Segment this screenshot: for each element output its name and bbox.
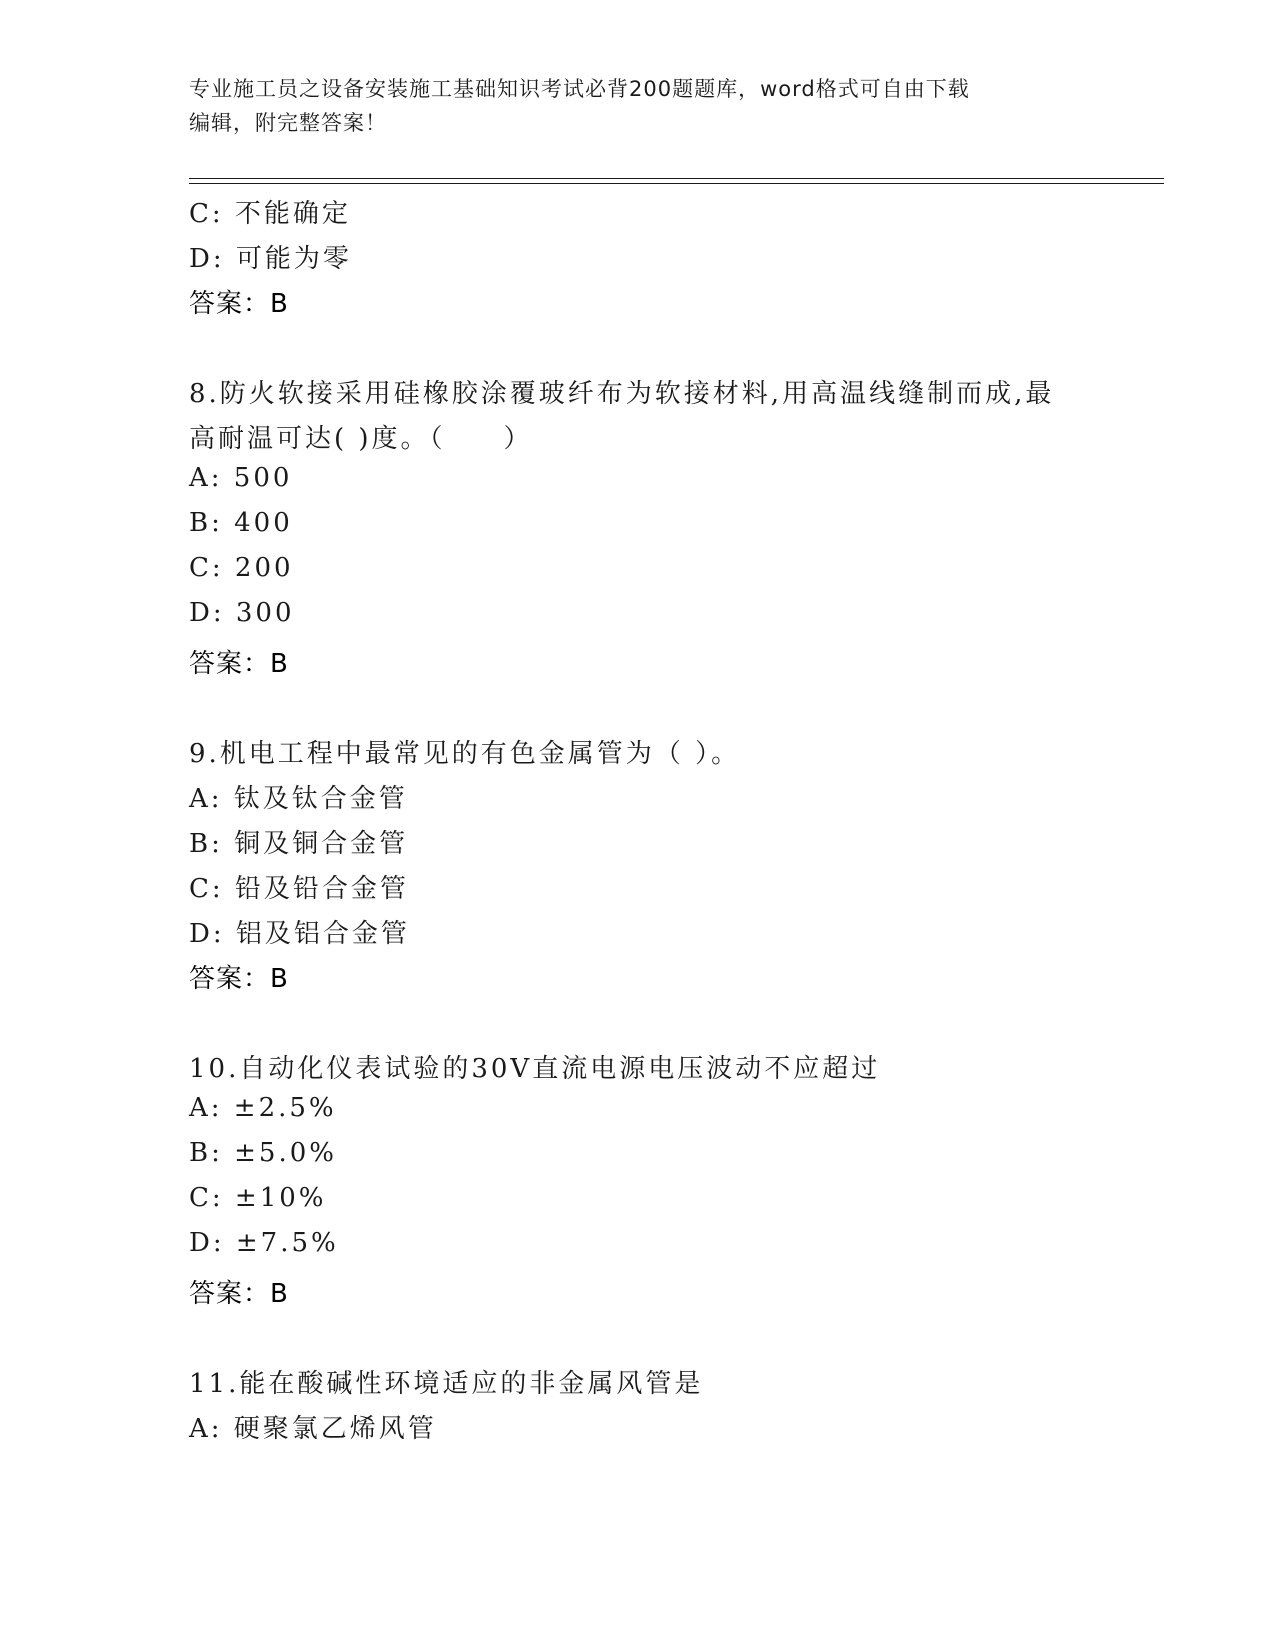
question-stem: 10.自动化仪表试验的30V直流电源电压波动不应超过 xyxy=(189,1054,881,1084)
header-title-line1: 专业施工员之设备安装施工基础知识考试必背200题题库，word格式可自由下载 xyxy=(189,77,970,101)
answer-label: 答案：B xyxy=(189,964,289,994)
option-d: D: ±7.5% xyxy=(189,1228,339,1258)
answer-label: 答案：B xyxy=(189,289,289,319)
answer-label: 答案：B xyxy=(189,1279,289,1309)
option-b: B: 铜及铜合金管 xyxy=(189,829,409,859)
header-divider-bottom xyxy=(189,183,1164,184)
question-stem-continued: 高耐温可达( )度。（ ） xyxy=(189,424,533,454)
option-c: C: 铅及铅合金管 xyxy=(189,874,409,904)
option-b: B: ±5.0% xyxy=(189,1138,337,1168)
question-stem: 8.防火软接采用硅橡胶涂覆玻纤布为软接材料,用高温线缝制而成,最 xyxy=(189,379,1055,409)
option-d: D: 铝及铝合金管 xyxy=(189,919,410,949)
document-header xyxy=(189,72,1089,140)
option-d: D: 可能为零 xyxy=(189,244,352,274)
question-stem: 9.机电工程中最常见的有色金属管为（ ）。 xyxy=(189,739,741,769)
option-a: A: 硬聚氯乙烯风管 xyxy=(189,1414,437,1444)
header-title-line2: 编辑，附完整答案！ xyxy=(189,111,387,135)
question-stem: 11.能在酸碱性环境适应的非金属风管是 xyxy=(189,1369,704,1399)
option-c: C: ±10% xyxy=(189,1183,327,1213)
answer-label: 答案：B xyxy=(189,649,289,679)
option-c: C: 不能确定 xyxy=(189,199,351,229)
option-a: A: ±2.5% xyxy=(189,1093,337,1123)
header-divider-top xyxy=(189,178,1164,179)
option-a: A: 500 xyxy=(189,463,293,493)
option-d: D: 300 xyxy=(189,598,295,628)
option-c: C: 200 xyxy=(189,553,294,583)
option-b: B: 400 xyxy=(189,508,293,538)
option-a: A: 钛及钛合金管 xyxy=(189,784,408,814)
